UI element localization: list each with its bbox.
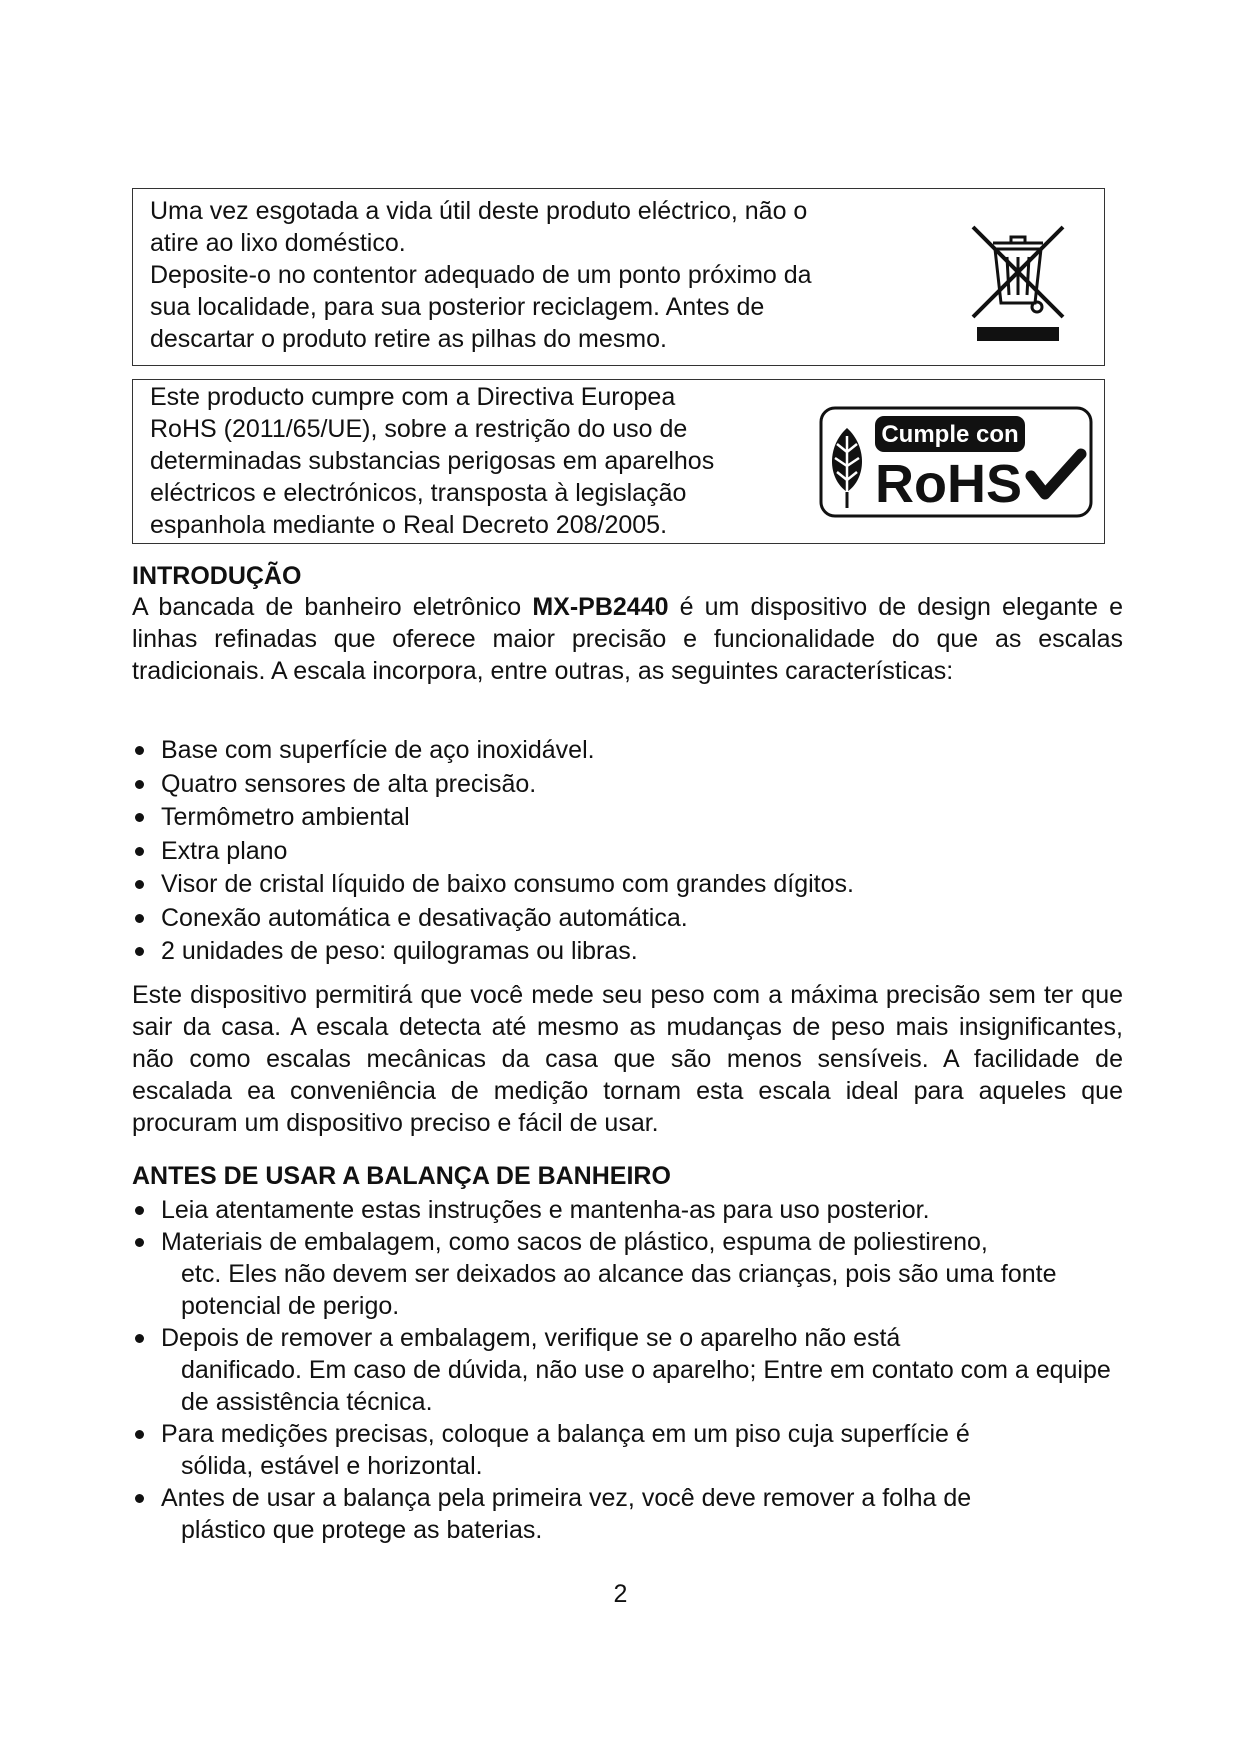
list-item: Base com superfície de aço inoxidável. — [132, 734, 1123, 768]
disposal-notice-box — [132, 188, 1105, 366]
list-item: Conexão automática e desativação automática. — [132, 902, 1123, 936]
rohs-line: RoHS (2011/65/UE), sobre a restrição do uso de — [150, 415, 688, 443]
intro-closing-paragraph: Este dispositivo permitirá que você mede seu peso com a máxima precisão sem ter que sair da casa. A escala detecta até mesmo as mudanças de peso mais insignificantes, não como escalas mecânicas da casa que são menos sensíveis. A facilidade de escalada ea conveniência de medição tornam esta escala ideal para aqueles que procuram um dispositivo preciso e fácil de usar. — [132, 981, 1123, 1137]
intro-paragraph — [132, 591, 1123, 687]
list-item-text: Materiais de embalagem, como sacos de plástico, espuma de poliestireno, — [161, 1228, 988, 1256]
list-item: Visor de cristal líquido de baixo consumo com grandes dígitos. — [132, 868, 1123, 902]
list-item — [132, 1226, 1123, 1322]
list-item-continuation: danificado. Em caso de dúvida, não use o aparelho; Entre em contato com a equipe de assistência técnica. — [181, 1356, 1111, 1416]
list-item-continuation: etc. Eles não devem ser deixados ao alcance das crianças, pois são uma fonte potencial de perigo. — [181, 1260, 1057, 1320]
page-number: 2 — [613, 1580, 628, 1608]
list-item — [132, 1194, 1123, 1226]
disposal-line: atire ao lixo doméstico. — [150, 229, 406, 257]
rohs-compliance-badge — [819, 406, 1093, 518]
intro-text-after: é um dispositivo de design elegante e linhas refinadas que oferece maior precisão e funcionalidade do que as escalas tradicionais. A escala incorpora, entre outras, as seguintes características: — [132, 593, 1123, 685]
list-item: Termômetro ambiental — [132, 801, 1123, 835]
disposal-line: Uma vez esgotada a vida útil deste produto eléctrico, não o — [150, 197, 808, 225]
disposal-notice-text — [150, 195, 895, 355]
intro-heading: INTRODUÇÃO — [132, 562, 302, 590]
list-item-text: Leia atentamente estas instruções e mantenha-as para uso posterior. — [161, 1196, 930, 1224]
rohs-badge-top-text: Cumple con — [881, 421, 1019, 448]
model-number: MX-PB2440 — [532, 593, 669, 621]
list-item-text: Antes de usar a balança pela primeira vez, você deve remover a folha de — [161, 1484, 972, 1512]
list-item: 2 unidades de peso: quilogramas ou libras. — [132, 935, 1123, 969]
rohs-line: espanhola mediante o Real Decreto 208/2005. — [150, 511, 668, 539]
disposal-line: sua localidade, para sua posterior reciclagem. Antes de — [150, 293, 765, 321]
list-item — [132, 1322, 1123, 1418]
list-item-text: Para medições precisas, coloque a balança em um piso cuja superfície é — [161, 1420, 970, 1448]
rohs-line: determinadas substancias perigosas em aparelhos — [150, 447, 715, 475]
before-use-heading: ANTES DE USAR A BALANÇA DE BANHEIRO — [132, 1162, 671, 1190]
features-list — [132, 734, 1123, 969]
list-item-continuation: sólida, estável e horizontal. — [181, 1452, 483, 1480]
rohs-line: Este producto cumpre com a Directiva Europea — [150, 383, 676, 411]
disposal-line: descartar o produto retire as pilhas do mesmo. — [150, 325, 667, 353]
rohs-badge-main-text: RoHS — [875, 454, 1022, 514]
rohs-notice-box — [132, 379, 1105, 544]
disposal-line: Deposite-o no contentor adequado de um ponto próximo da — [150, 261, 812, 289]
intro-text-before: A bancada de banheiro eletrônico — [132, 593, 533, 621]
before-use-list — [132, 1194, 1123, 1546]
list-item — [132, 1482, 1123, 1546]
list-item: Quatro sensores de alta precisão. — [132, 768, 1123, 802]
list-item — [132, 1418, 1123, 1482]
list-item-continuation: plástico que protege as baterias. — [181, 1516, 543, 1544]
list-item: Extra plano — [132, 835, 1123, 869]
rohs-notice-text — [150, 381, 800, 541]
list-item-text: Depois de remover a embalagem, verifique se o aparelho não está — [161, 1324, 901, 1352]
crossed-out-wheelie-bin-icon — [963, 215, 1073, 345]
rohs-line: eléctricos e electrónicos, transposta à legislação — [150, 479, 687, 507]
